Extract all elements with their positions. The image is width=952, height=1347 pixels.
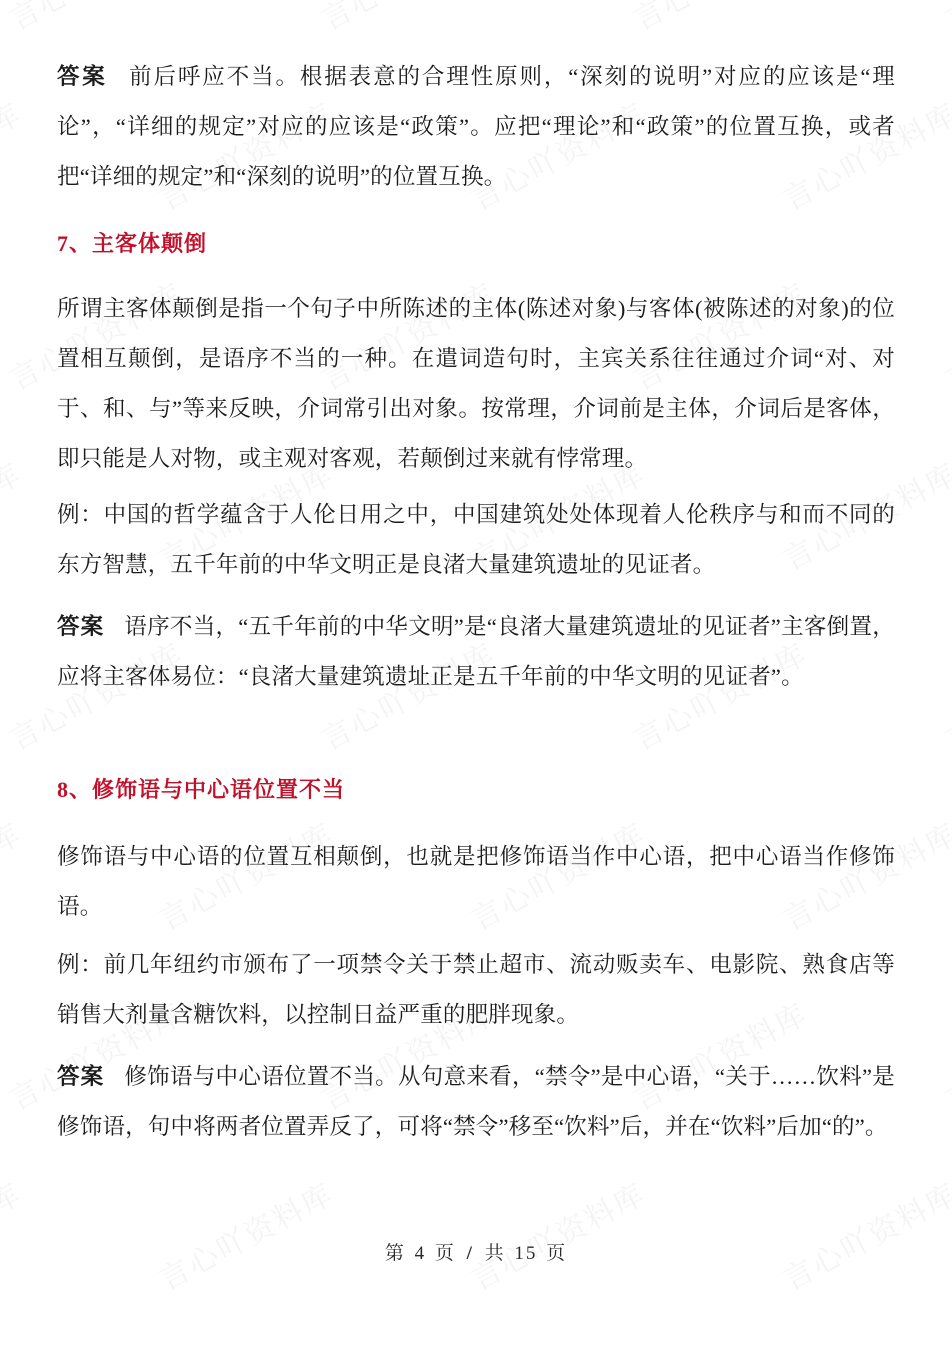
explanation-block-7 [57, 284, 895, 484]
watermark-text [150, 1170, 340, 1299]
answer-block-7 [57, 602, 895, 702]
section-heading-8: 8、修饰语与中心语位置不当 [57, 777, 346, 802]
page-footer [0, 1238, 952, 1265]
watermark-text [936, 990, 952, 1119]
watermark-text [936, 270, 952, 399]
example-block-8 [57, 940, 895, 1040]
footer-total-prefix: 共 [484, 1243, 506, 1264]
footer-total-unit: 页 [546, 1243, 568, 1264]
answer-paragraph-8 [57, 1052, 895, 1152]
answer-label-7: 答案 [57, 614, 105, 639]
explanation-block-8 [57, 832, 895, 932]
watermark-text [0, 450, 28, 579]
example-paragraph-7: 例：中国的哲学蕴含于人伦日用之中，中国建筑处处体现着人伦秩序与和而不同的东方智慧，五千年前的中华文明正是良渚大量建筑遗址的见证者。 [57, 502, 895, 577]
explanation-paragraph-8: 修饰语与中心语的位置互相颠倒，也就是把修饰语当作中心语，把中心语当作修饰语。 [57, 844, 895, 919]
answer-text-6: 前后呼应不当。根据表意的合理性原则，“深刻的说明”对应的应该是“理论”，“详细的规定”对应的应该是“政策”。应把“理论”和“政策”的位置互换，或者把“详细的规定”和“深刻的说明”的位置互换。 [57, 64, 895, 189]
watermark-text [774, 1170, 952, 1299]
footer-total-pages: 15 [514, 1243, 538, 1264]
answer-block-6 [57, 52, 895, 202]
footer-separator: / [466, 1243, 474, 1264]
watermark-text [0, 810, 28, 939]
section-8 [57, 768, 895, 812]
answer-paragraph-7 [57, 602, 895, 702]
answer-text-8: 修饰语与中心语位置不当。从句意来看，“禁令”是中心语，“关于……饮料”是修饰语，句中将两者位置弄反了，可将“禁令”移至“饮料”后，并在“饮料”后加“的”。 [57, 1064, 895, 1139]
answer-label-8: 答案 [57, 1064, 105, 1089]
example-block-7 [57, 490, 895, 590]
answer-block-8 [57, 1052, 895, 1152]
watermark-text [312, 0, 502, 39]
example-paragraph-8: 例：前几年纽约市颁布了一项禁令关于禁止超市、流动贩卖车、电影院、熟食店等销售大剂量含糖饮料，以控制日益严重的肥胖现象。 [57, 952, 895, 1027]
explanation-paragraph-7: 所谓主客体颠倒是指一个句子中所陈述的主体(陈述对象)与客体(被陈述的对象)的位置相互颠倒，是语序不当的一种。在遣词造句时，主宾关系往往通过介词“对、对于、和、与”等来反映，介词常引出对象。按常理，介词前是主体，介词后是客体，即只能是人对物，或主观对客观，若颠倒过来就有悖常理。 [57, 296, 895, 471]
footer-page-unit: 页 [434, 1243, 456, 1264]
section-7 [57, 222, 895, 266]
watermark-text [462, 1170, 652, 1299]
answer-label-6: 答案 [57, 64, 108, 89]
watermark-text [936, 0, 952, 39]
watermark-text [624, 0, 814, 39]
watermark-text [0, 90, 28, 219]
answer-text-7: 语序不当，“五千年前的中华文明”是“良渚大量建筑遗址的见证者”主客倒置，应将主客体易位：“良渚大量建筑遗址正是五千年前的中华文明的见证者”。 [57, 614, 895, 689]
watermark-text [936, 630, 952, 759]
watermark-text [0, 1170, 28, 1299]
watermark-text [0, 0, 190, 39]
footer-current-page: 4 [414, 1243, 427, 1264]
section-heading-7: 7、主客体颠倒 [57, 231, 208, 256]
answer-paragraph-6 [57, 52, 895, 202]
footer-prefix: 第 [384, 1243, 406, 1264]
